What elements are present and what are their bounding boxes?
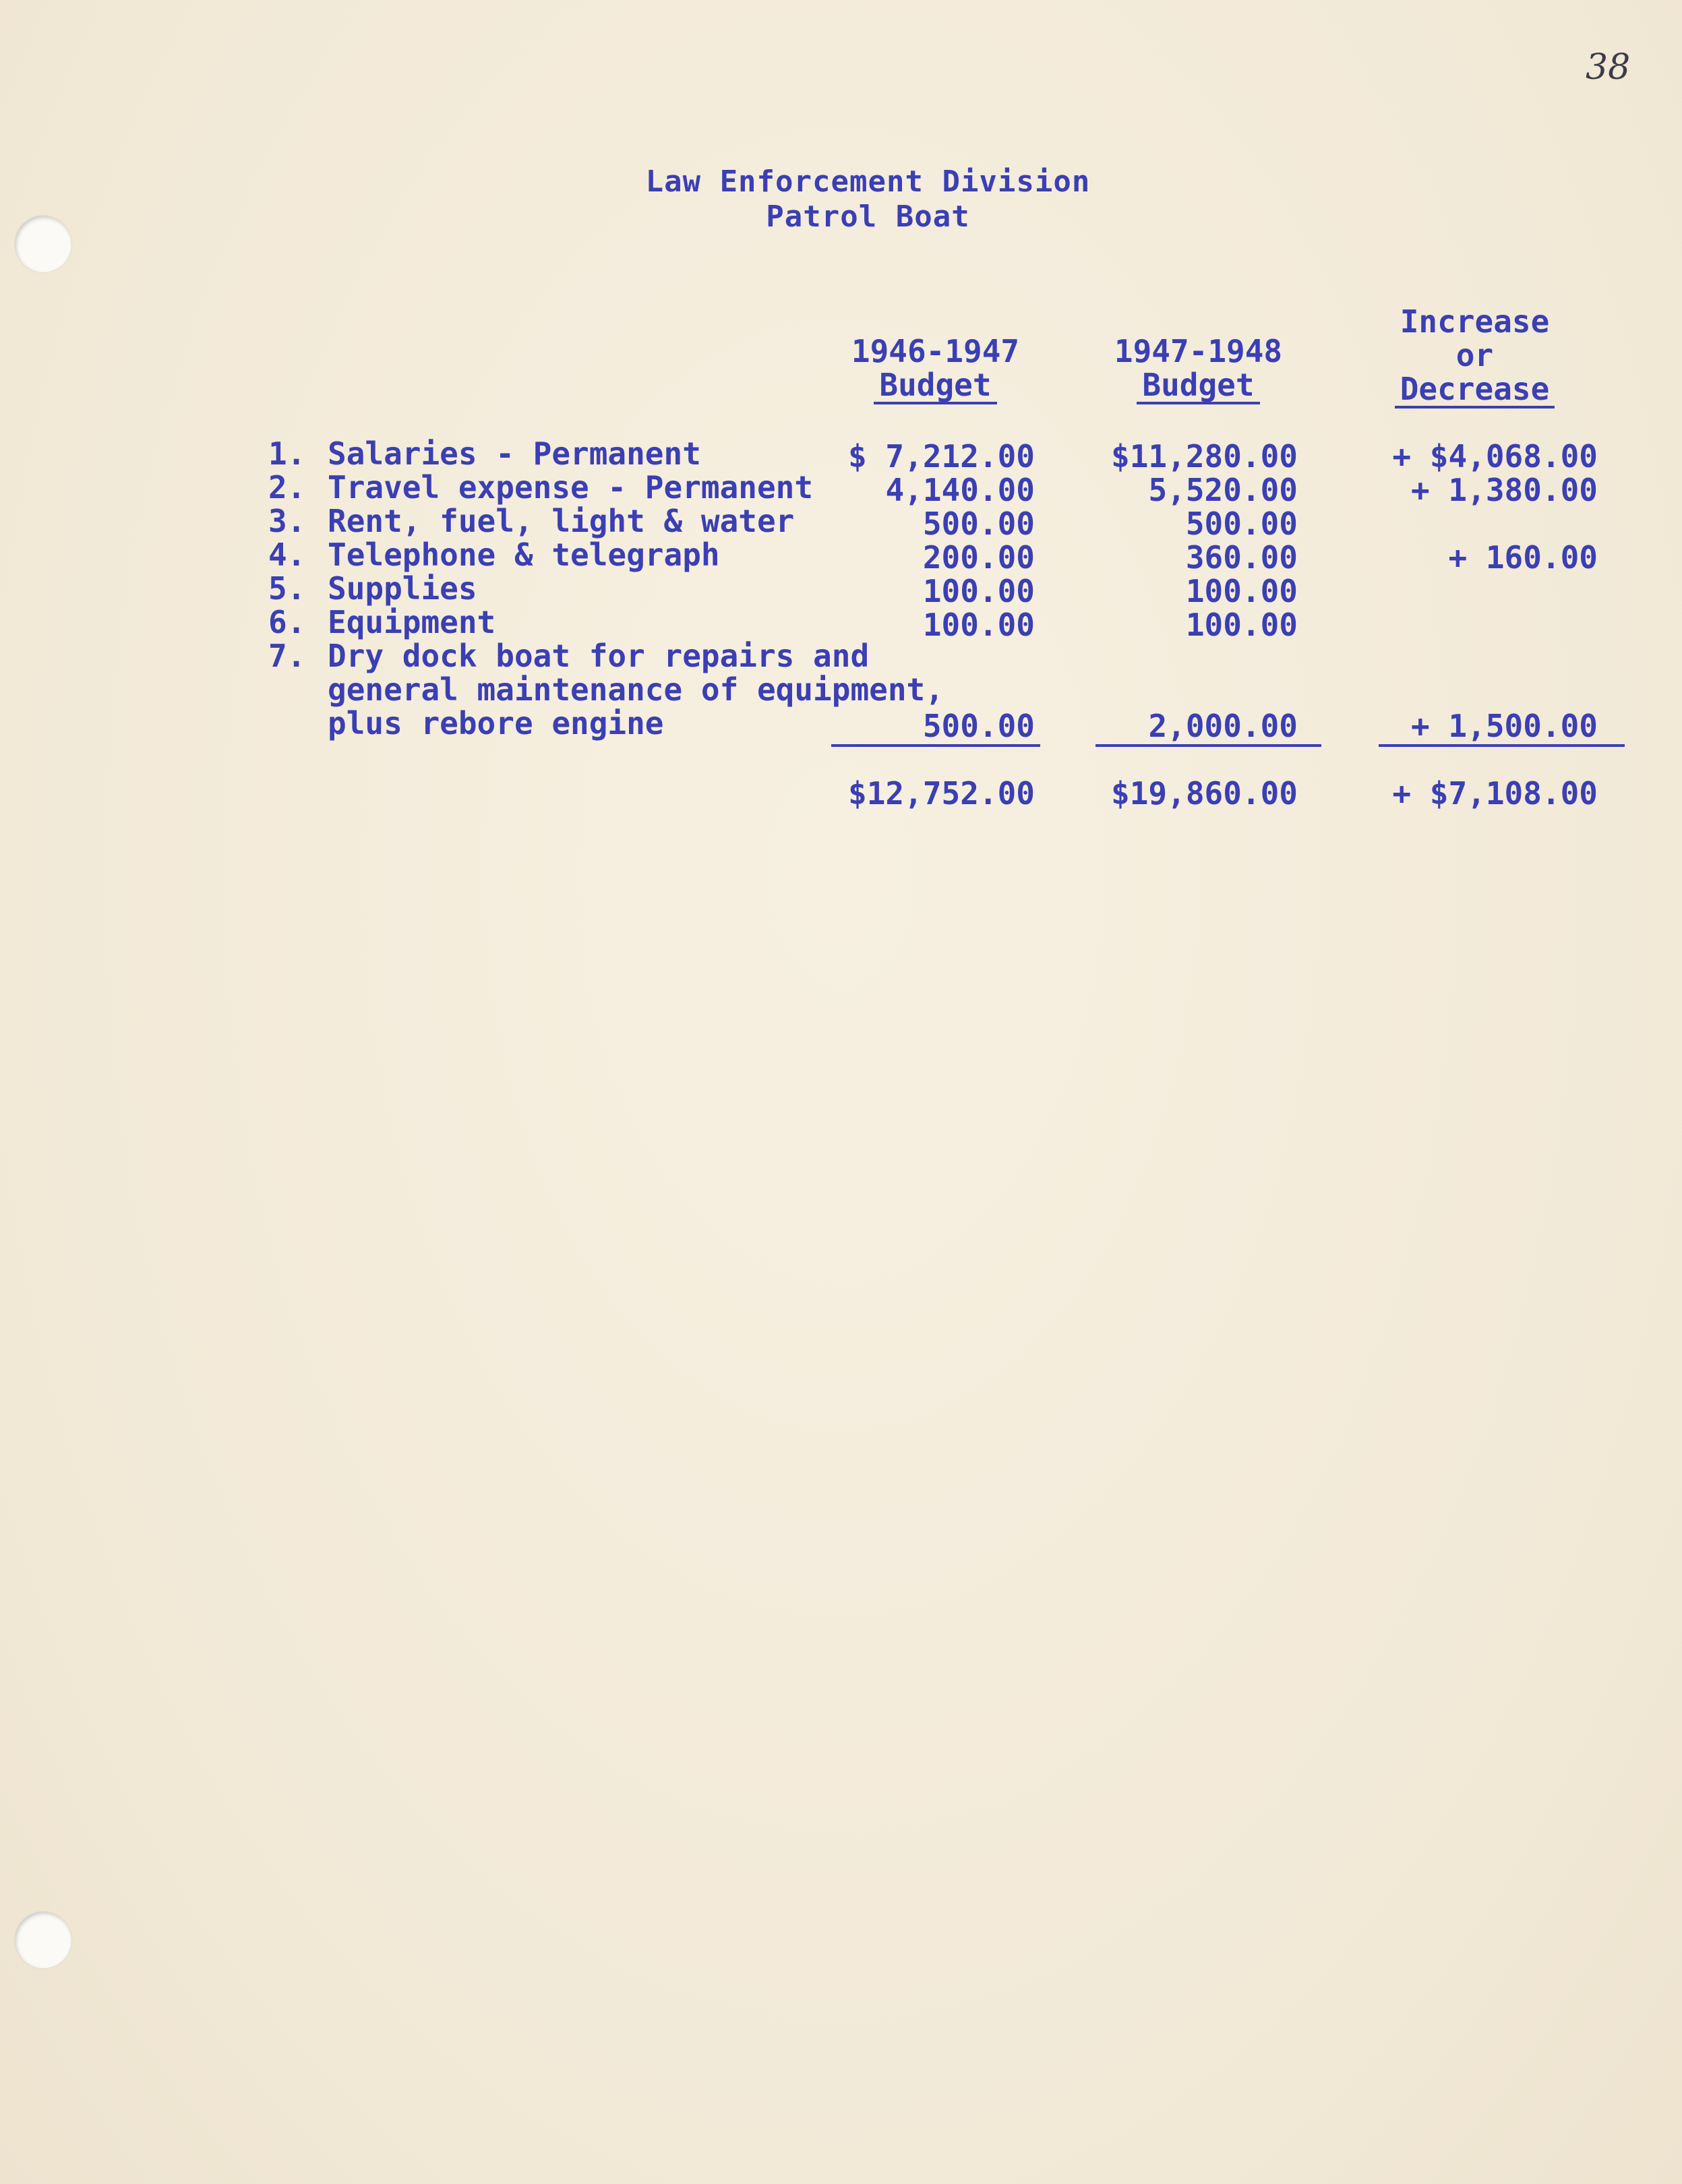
budget-row-6 — [268, 605, 495, 639]
row-3-budget-1947: 500.00 — [1185, 506, 1298, 542]
row-2-budget-1947: 5,520.00 — [1148, 472, 1298, 508]
row-7-budget-1947: 2,000.00 — [1148, 708, 1298, 744]
total-budget-1946: $12,752.00 — [848, 775, 1035, 812]
column-header-1946 — [826, 334, 1045, 404]
budget-row-2 — [268, 471, 813, 504]
punch-hole-bottom — [15, 1912, 71, 1968]
row-description: Supplies — [328, 570, 477, 607]
row-number: 6. — [268, 604, 306, 640]
subtotal-rule-change — [1379, 744, 1625, 747]
row-6-budget-1946: 100.00 — [922, 607, 1035, 643]
row-2-change: + 1,380.00 — [1411, 472, 1598, 508]
column-header-1947-year: 1947-1948 — [1114, 333, 1283, 369]
row-description: Equipment — [328, 604, 496, 640]
row-5-budget-1947: 100.00 — [1185, 573, 1298, 609]
column-header-change — [1369, 305, 1581, 408]
row-description: Rent, fuel, light & water — [328, 503, 795, 539]
row-description-line1: Dry dock boat for repairs and — [328, 638, 870, 674]
document-subtitle: Patrol Boat — [766, 200, 970, 234]
column-header-change-line1: Increase — [1400, 303, 1550, 340]
budget-row-7-line2: general maintenance of equipment, — [328, 671, 944, 708]
budget-row-4 — [268, 538, 720, 572]
total-budget-1947: $19,860.00 — [1111, 775, 1298, 812]
column-header-change-line3: Decrease — [1395, 372, 1555, 408]
budget-row-7 — [268, 639, 869, 673]
row-7-budget-1946: 500.00 — [922, 708, 1035, 744]
row-number: 1. — [268, 435, 306, 472]
subtotal-rule-1946 — [831, 744, 1040, 747]
row-number: 5. — [268, 570, 306, 607]
row-5-budget-1946: 100.00 — [922, 573, 1035, 609]
page-number: 38 — [1586, 47, 1631, 88]
row-6-budget-1947: 100.00 — [1185, 607, 1298, 643]
row-4-budget-1946: 200.00 — [922, 539, 1035, 576]
total-change: + $7,108.00 — [1392, 775, 1598, 812]
row-description: Travel expense - Permanent — [328, 469, 814, 506]
row-number: 4. — [268, 537, 306, 573]
column-header-change-line2: or — [1455, 337, 1494, 373]
row-number: 3. — [268, 503, 306, 539]
budget-row-3 — [268, 504, 794, 538]
row-1-change: + $4,068.00 — [1392, 438, 1598, 475]
column-header-1946-label: Budget — [874, 368, 996, 404]
document-title: Law Enforcement Division — [645, 164, 1091, 199]
row-7-change: + 1,500.00 — [1411, 708, 1598, 744]
row-number: 2. — [268, 469, 306, 506]
row-4-budget-1947: 360.00 — [1185, 539, 1298, 576]
row-3-budget-1946: 500.00 — [922, 506, 1035, 542]
row-description: Telephone & telegraph — [328, 537, 720, 573]
row-4-change: + 160.00 — [1448, 539, 1598, 576]
row-1-budget-1947: $11,280.00 — [1111, 438, 1298, 475]
subtotal-rule-1947 — [1095, 744, 1321, 747]
row-number: 7. — [268, 638, 306, 674]
budget-row-1 — [268, 437, 701, 471]
row-2-budget-1946: 4,140.00 — [885, 472, 1035, 508]
column-header-1946-year: 1946-1947 — [851, 333, 1020, 369]
column-header-1947 — [1092, 334, 1304, 404]
column-header-1947-label: Budget — [1137, 368, 1259, 404]
row-description: Salaries - Permanent — [328, 435, 701, 472]
row-1-budget-1946: $ 7,212.00 — [848, 438, 1035, 475]
budget-row-5 — [268, 572, 477, 605]
budget-row-7-line3: plus rebore engine — [328, 705, 664, 741]
